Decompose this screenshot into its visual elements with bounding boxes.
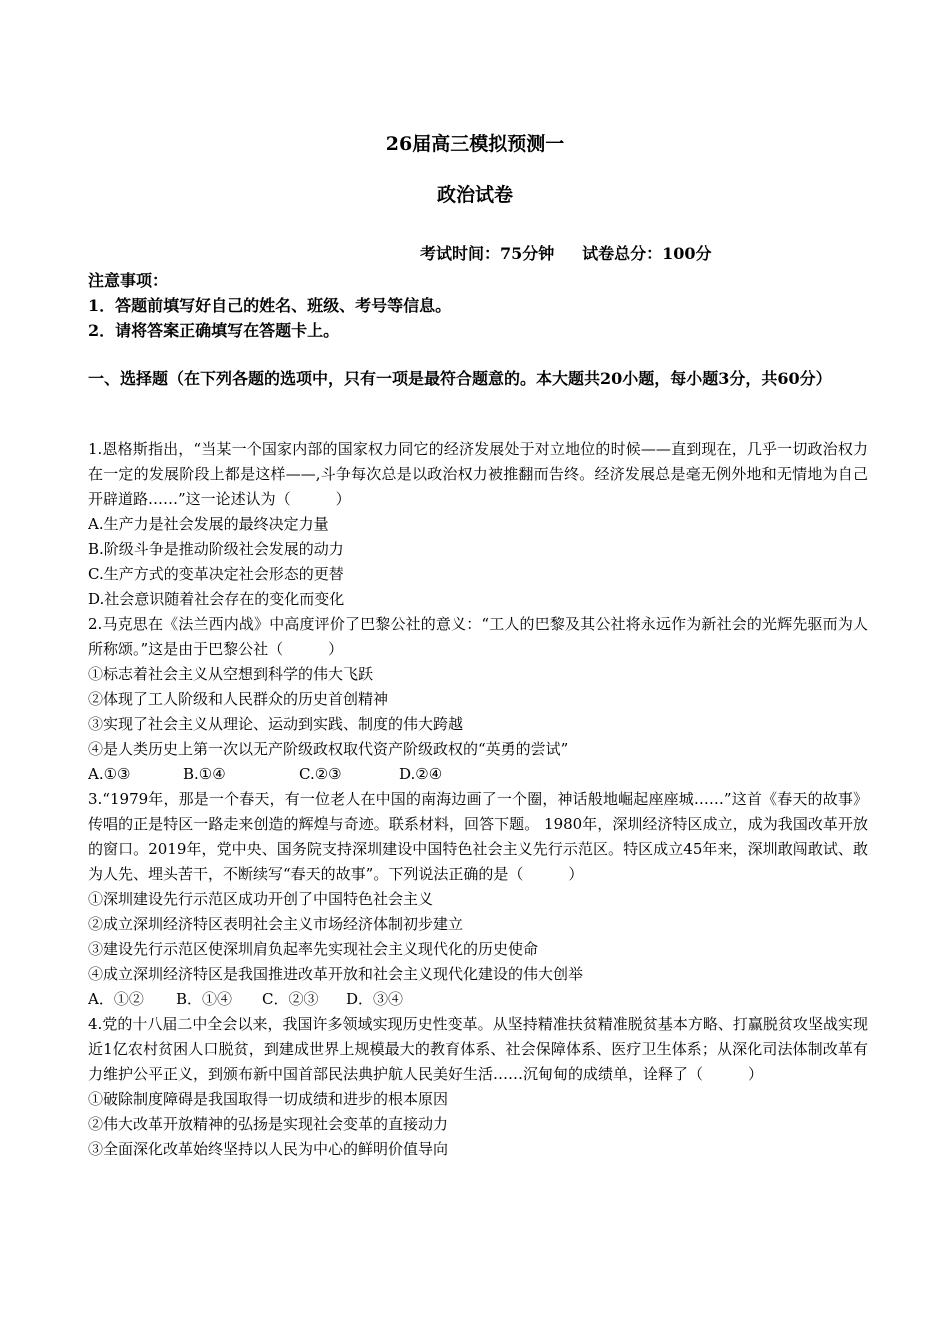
answer-option: C．②③ [262, 990, 319, 1008]
section-heading: 一、选择题（在下列各题的选项中，只有一项是最符合题意的。本大题共20小题，每小题3分，共60分） [88, 369, 832, 388]
answer-options [88, 987, 868, 1012]
question-option: A.生产力是社会发展的最终决定力量 [88, 515, 329, 533]
question-statement: ③实现了社会主义从理论、运动到实践、制度的伟大跨越 [88, 715, 464, 733]
question-statement: ④成立深圳经济特区是我国推进改革开放和社会主义现代化建设的伟大创举 [88, 965, 584, 983]
question-statement: ①标志着社会主义从空想到科学的伟大飞跃 [88, 665, 374, 683]
exam-title: 26届高三模拟预测一 [385, 133, 565, 155]
question-statement: ①破除制度障碍是我国取得一切成绩和进步的根本原因 [88, 1090, 449, 1108]
notice-heading: 注意事项： [88, 271, 169, 290]
question-option: D.社会意识随着社会存在的变化而变化 [88, 590, 345, 608]
answer-option: C.②③ [299, 765, 342, 783]
answer-option: A.①③ [88, 765, 131, 783]
answer-option: A．①② [88, 990, 144, 1008]
question-stem: 3.“1979年，那是一个春天，有一位老人在中国的南海边画了一个圈，神话般地崛起座座城……”这首《春天的故事》传唱的正是特区一路走来创造的辉煌与奇迹。联系材料，回答下题。 1980年，深圳经济特区成立，成为我国改革开放的窗口。2019年，党中央、国务院支持深圳建设中国特色社会主义先行示范区。特区成立45年来，深圳敢闯敢试、敢为人先、埋头苦干，不断续写“春天的故事”。下列说法正确的是（ ） [88, 790, 868, 883]
answer-option: D.②④ [399, 765, 443, 783]
question-statement: ②成立深圳经济特区表明社会主义市场经济体制初步建立 [88, 915, 464, 933]
question-option: B.阶级斗争是推动阶级社会发展的动力 [88, 540, 344, 558]
question-stem: 4.党的十八届二中全会以来，我国许多领域实现历史性变革。从坚持精准扶贫精准脱贫基本方略、打赢脱贫攻坚战实现近1亿农村贫困人口脱贫，到建成世界上规模最大的教育体系、社会保障体系、医疗卫生体系；从深化司法体制改革有力维护公平正义，到颁布新中国首部民法典护航人民美好生活……沉甸甸的成绩单，诠释了（ ） [88, 1015, 868, 1083]
notice-block [88, 268, 451, 343]
question-statement: ③建设先行示范区使深圳肩负起率先实现社会主义现代化的历史使命 [88, 940, 539, 958]
exam-subtitle: 政治试卷 [436, 184, 513, 206]
question-statement: ①深圳建设先行示范区成功开创了中国特色社会主义 [88, 890, 434, 908]
notice-item: 2．请将答案正确填写在答题卡上。 [88, 321, 340, 340]
question-list [88, 437, 868, 1162]
question-option: C.生产方式的变革决定社会形态的更替 [88, 565, 344, 583]
question-statement: ④是人类历史上第一次以无产阶级政权取代资产阶级政权的“英勇的尝试” [88, 740, 569, 758]
question-statement: ②体现了工人阶级和人民群众的历史首创精神 [88, 690, 389, 708]
question-stem: 1.恩格斯指出，“当某一个国家内部的国家权力同它的经济发展处于对立地位的时候——直到现在，几乎一切政治权力在一定的发展阶段上都是这样——,斗争每次总是以政治权力被推翻而告终。经济发展总是毫无例外地和无情地为自己开辟道路……”这一论述认为（ ） [88, 440, 868, 508]
answer-options [88, 762, 868, 787]
question-statement: ③全面深化改革始终坚持以人民为中心的鲜明价值导向 [88, 1140, 449, 1158]
answer-option: D．③④ [346, 990, 404, 1008]
exam-info: 考试时间：75分钟 试卷总分：100分 [420, 244, 712, 263]
question-statement: ②伟大改革开放精神的弘扬是实现社会变革的直接动力 [88, 1115, 449, 1133]
answer-option: B．①④ [176, 990, 233, 1008]
notice-item: 1．答题前填写好自己的姓名、班级、考号等信息。 [88, 296, 452, 315]
answer-option: B.①④ [183, 765, 226, 783]
question-stem: 2.马克思在《法兰西内战》中高度评价了巴黎公社的意义：“工人的巴黎及其公社将永远作为新社会的光辉先驱而为人所称颂。”这是由于巴黎公社（ ） [88, 615, 868, 658]
